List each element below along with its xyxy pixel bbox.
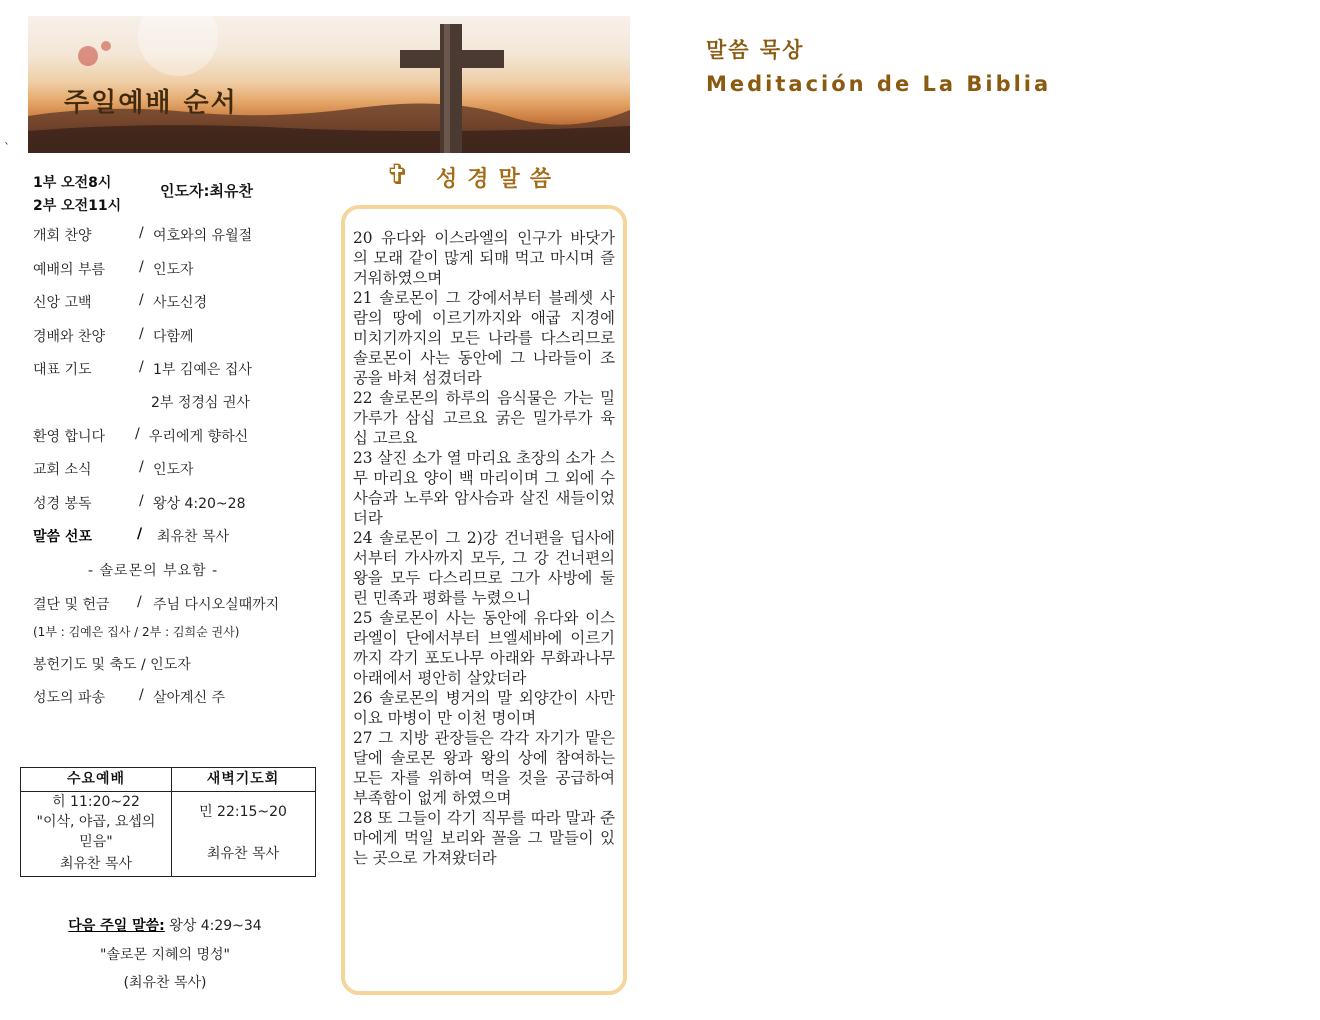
order-item <box>33 359 252 379</box>
order-separator: / <box>137 526 143 542</box>
order-separator: / <box>139 259 144 275</box>
scripture-heading-text: 성경말씀 <box>436 167 562 192</box>
order-separator: / <box>139 225 144 241</box>
dawn-preacher: 최유찬 목사 <box>206 846 280 862</box>
wednesday-reference: 히 11:20~22 <box>52 794 140 810</box>
order-separator: / <box>139 459 144 475</box>
order-item-offering <box>33 594 280 614</box>
verse: 21 솔로몬이 그 강에서부터 블레셋 사람의 땅에 이르기까지와 애굽 지경에 미치기까지의 모든 나라를 다스리므로 솔로몬이 사는 동안에 그 나라들이 조공을 바쳐 섬겼더라 <box>353 289 615 387</box>
order-label: 교회 소식 <box>33 462 92 478</box>
wednesday-title-line1: "이삭, 야곱, 요셉의 <box>36 814 156 830</box>
order-separator: / <box>139 493 144 509</box>
order-item <box>33 326 194 346</box>
order-separator: / <box>139 359 144 375</box>
order-item-sermon <box>33 526 230 546</box>
order-label: 성경 봉독 <box>33 496 92 512</box>
order-item <box>33 225 253 245</box>
verse: 22 솔로몬의 하루의 음식물은 가는 밀가루가 삼십 고르요 굵은 밀가루가 육십 고르요 <box>353 389 615 447</box>
cross-icon: ✞ <box>386 158 410 191</box>
header-banner <box>28 16 630 153</box>
order-label: 신앙 고백 <box>33 295 92 311</box>
order-separator: / <box>137 594 142 610</box>
order-item <box>33 493 246 513</box>
order-label: 환영 합니다 <box>33 429 106 445</box>
order-separator: / <box>135 426 140 442</box>
service-leader: 인도자:최유찬 <box>160 182 253 200</box>
order-value: 인도자 <box>153 462 194 478</box>
wednesday-header: 수요예배 <box>21 768 171 792</box>
order-label: 개회 찬양 <box>33 228 92 244</box>
order-label: 대표 기도 <box>33 362 92 378</box>
wednesday-title-line2: 믿음" <box>79 834 113 850</box>
prayer-second-service: 2부 정경심 권사 <box>151 395 250 411</box>
dawn-prayer-header: 새벽기도회 <box>171 768 315 792</box>
order-value: 왕상 4:20~28 <box>153 496 246 512</box>
order-value: 살아계신 주 <box>153 690 226 706</box>
next-week-title: "솔로몬 지혜의 명성" <box>100 947 230 963</box>
order-value: 인도자 <box>153 262 194 278</box>
order-value: 다함께 <box>153 329 194 345</box>
order-label: 성도의 파송 <box>33 690 106 706</box>
stray-mark: ` <box>4 141 10 155</box>
weekly-schedule-table <box>20 767 316 877</box>
order-separator: / <box>139 292 144 308</box>
first-service-time: 1부 오전8시 <box>33 175 112 191</box>
order-value: 사도신경 <box>153 295 208 311</box>
order-item <box>33 459 194 479</box>
verse: 23 살진 소가 열 마리요 초장의 소가 스무 마리요 양이 백 마리이며 그 외에 수사슴과 노루와 암사슴과 살진 새들이었더라 <box>353 449 615 527</box>
benediction-item: 봉헌기도 및 축도 / 인도자 <box>33 657 191 673</box>
scripture-text <box>353 228 615 868</box>
sermon-title: - 솔로몬의 부요함 - <box>88 563 219 579</box>
order-separator: / <box>139 326 144 342</box>
order-separator: / <box>139 687 144 703</box>
meditation-title-spanish: Meditación de La Biblia <box>706 72 1052 96</box>
next-week-reference: 왕상 4:29~34 <box>164 918 262 934</box>
order-item <box>33 426 249 446</box>
order-label: 결단 및 헌금 <box>33 597 110 613</box>
verse: 28 또 그들이 각기 직무를 따라 말과 준마에게 먹일 보리와 꼴을 그 말들이 있는 곳으로 가져왔더라 <box>353 809 615 867</box>
next-week-preacher: (최유찬 목사) <box>123 975 207 991</box>
order-label: 예배의 부름 <box>33 262 106 278</box>
order-value: 우리에게 향하신 <box>149 429 249 445</box>
order-label: 말씀 선포 <box>33 529 92 545</box>
verse: 27 그 지방 관장들은 각각 자기가 맡은 달에 솔로몬 왕과 왕의 상에 참여하는 모든 자를 위하여 먹을 것을 공급하여 부족함이 없게 하였으며 <box>353 729 615 807</box>
meditation-title-korean: 말씀 묵상 <box>706 38 805 62</box>
order-item-sending <box>33 687 226 707</box>
order-value: 1부 김예은 집사 <box>153 362 252 378</box>
verse: 26 솔로몬의 병거의 말 외양간이 사만이요 마병이 만 이천 명이며 <box>353 689 615 727</box>
banner-title: 주일예배 순서 <box>64 88 238 118</box>
order-value: 여호와의 유월절 <box>153 228 253 244</box>
order-value: 주님 다시오실때까지 <box>153 597 280 613</box>
order-label: 경배와 찬양 <box>33 329 106 345</box>
second-service-time: 2부 오전11시 <box>33 198 122 214</box>
next-week-label: 다음 주일 말씀: <box>68 918 165 934</box>
dawn-reference: 민 22:15~20 <box>199 804 287 820</box>
order-value: 최유찬 목사 <box>157 529 230 545</box>
next-week-line <box>0 915 330 935</box>
order-item <box>33 259 194 279</box>
wednesday-preacher: 최유찬 목사 <box>59 856 133 872</box>
order-item <box>33 292 208 312</box>
verse: 20 유다와 이스라엘의 인구가 바닷가의 모래 같이 많게 되매 먹고 마시며 즐거워하였으며 <box>353 229 615 287</box>
verse: 24 솔로몬이 그 2)강 건너편을 딥사에서부터 가사까지 모두, 그 강 건너편의 왕을 모두 다스리므로 그가 사방에 둘린 민족과 평화를 누렸으니 <box>353 529 615 607</box>
verse: 25 솔로몬이 사는 동안에 유다와 이스라엘이 단에서부터 브엘세바에 이르기까지 각기 포도나무 아래와 무화과나무 아래에서 평안히 살았더라 <box>353 609 615 687</box>
offering-note: (1부 : 김예은 집사 / 2부 : 김희순 권사) <box>33 625 240 639</box>
